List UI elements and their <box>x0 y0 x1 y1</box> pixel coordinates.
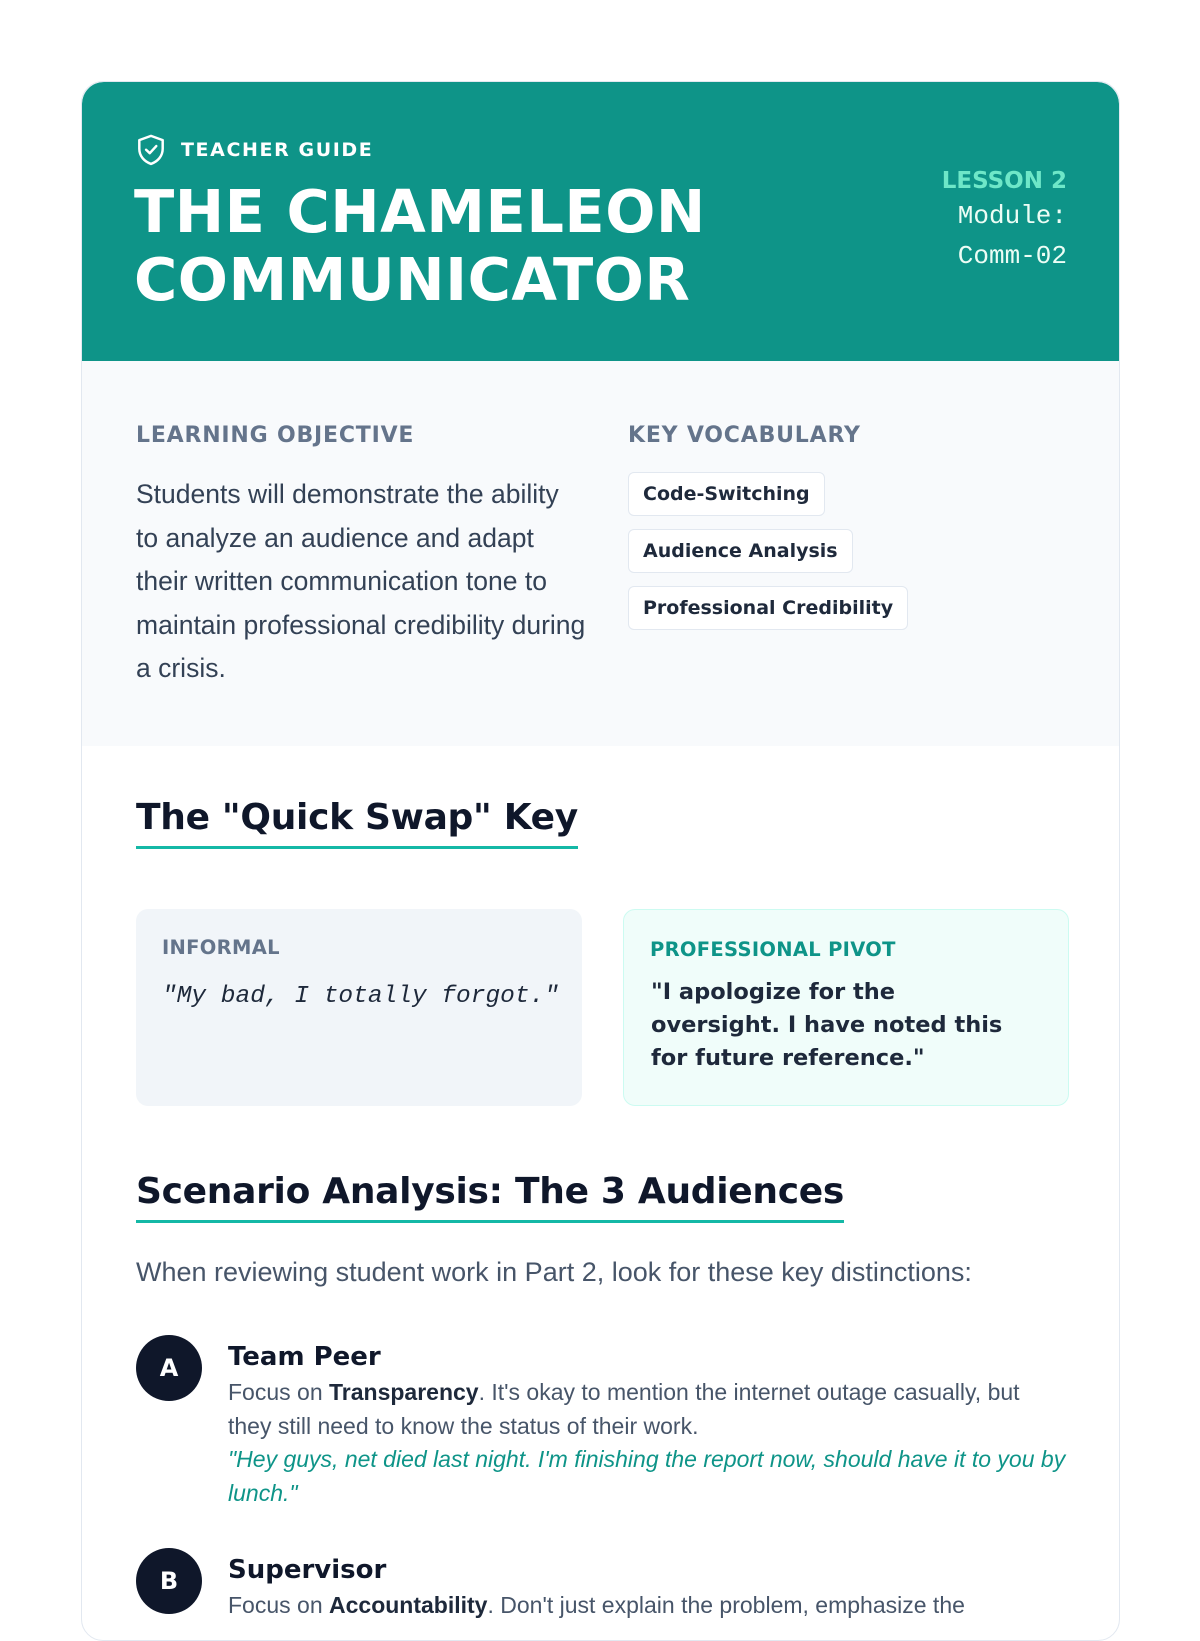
audience-name: Team Peer <box>228 1342 381 1372</box>
shield-check-icon <box>136 134 166 166</box>
scenario-heading: Scenario Analysis: The 3 Audiences <box>136 1170 844 1223</box>
lesson-info <box>937 166 1067 276</box>
page-title <box>134 178 706 314</box>
objectives-band <box>82 361 1119 746</box>
professional-label: PROFESSIONAL PIVOT <box>650 938 896 961</box>
audience-example-quote: "Hey guys, net died last night. I'm finishing the report now, should have it to you by lunch." <box>228 1446 1066 1506</box>
module-code: Module: Comm-02 <box>957 201 1067 271</box>
professional-example-box <box>623 909 1069 1106</box>
vocab-chip: Audience Analysis <box>628 529 853 573</box>
audience-badge: B <box>136 1548 202 1614</box>
audience-badge: A <box>136 1335 202 1401</box>
teacher-guide-tag <box>136 134 373 166</box>
title-line-1: THE CHAMELEON <box>134 177 706 246</box>
audience-name: Supervisor <box>228 1555 387 1585</box>
audience-focus: Accountability <box>329 1592 488 1618</box>
vocabulary-label: KEY VOCABULARY <box>628 423 861 448</box>
audience-description: Focus on Transparency. It's okay to mention the internet outage casually, but they still need to know the status of their work. <box>228 1379 1020 1439</box>
teacher-guide-card <box>81 81 1120 1641</box>
guide-header <box>82 82 1119 361</box>
audience-body <box>228 1548 1066 1623</box>
quick-swap-heading: The "Quick Swap" Key <box>136 796 578 849</box>
audience-description: Focus on Accountability. Don't just explain the problem, emphasize the <box>228 1592 965 1618</box>
vocab-chip: Code-Switching <box>628 472 825 516</box>
teacher-guide-label: TEACHER GUIDE <box>181 139 374 161</box>
objective-text: Students will demonstrate the ability to analyze an audience and adapt their written communication tone to maintain professional credibility during a crisis. <box>136 479 586 683</box>
professional-text: "I apologize for the oversight. I have noted this for future reference." <box>651 979 1003 1071</box>
informal-example-box <box>136 909 582 1106</box>
audience-focus: Transparency <box>329 1379 479 1405</box>
informal-label: INFORMAL <box>162 936 280 959</box>
audience-body <box>228 1335 1066 1510</box>
vocab-chip: Professional Credibility <box>628 586 908 630</box>
informal-text: "My bad, I totally forgot." <box>162 983 559 1010</box>
lesson-number: LESSON 2 <box>941 168 1067 194</box>
title-line-2: COMMUNICATOR <box>134 245 691 314</box>
vocabulary-chips <box>628 472 1058 643</box>
objective-label: LEARNING OBJECTIVE <box>136 423 415 448</box>
scenario-intro: When reviewing student work in Part 2, look for these key distinctions: <box>136 1257 972 1287</box>
